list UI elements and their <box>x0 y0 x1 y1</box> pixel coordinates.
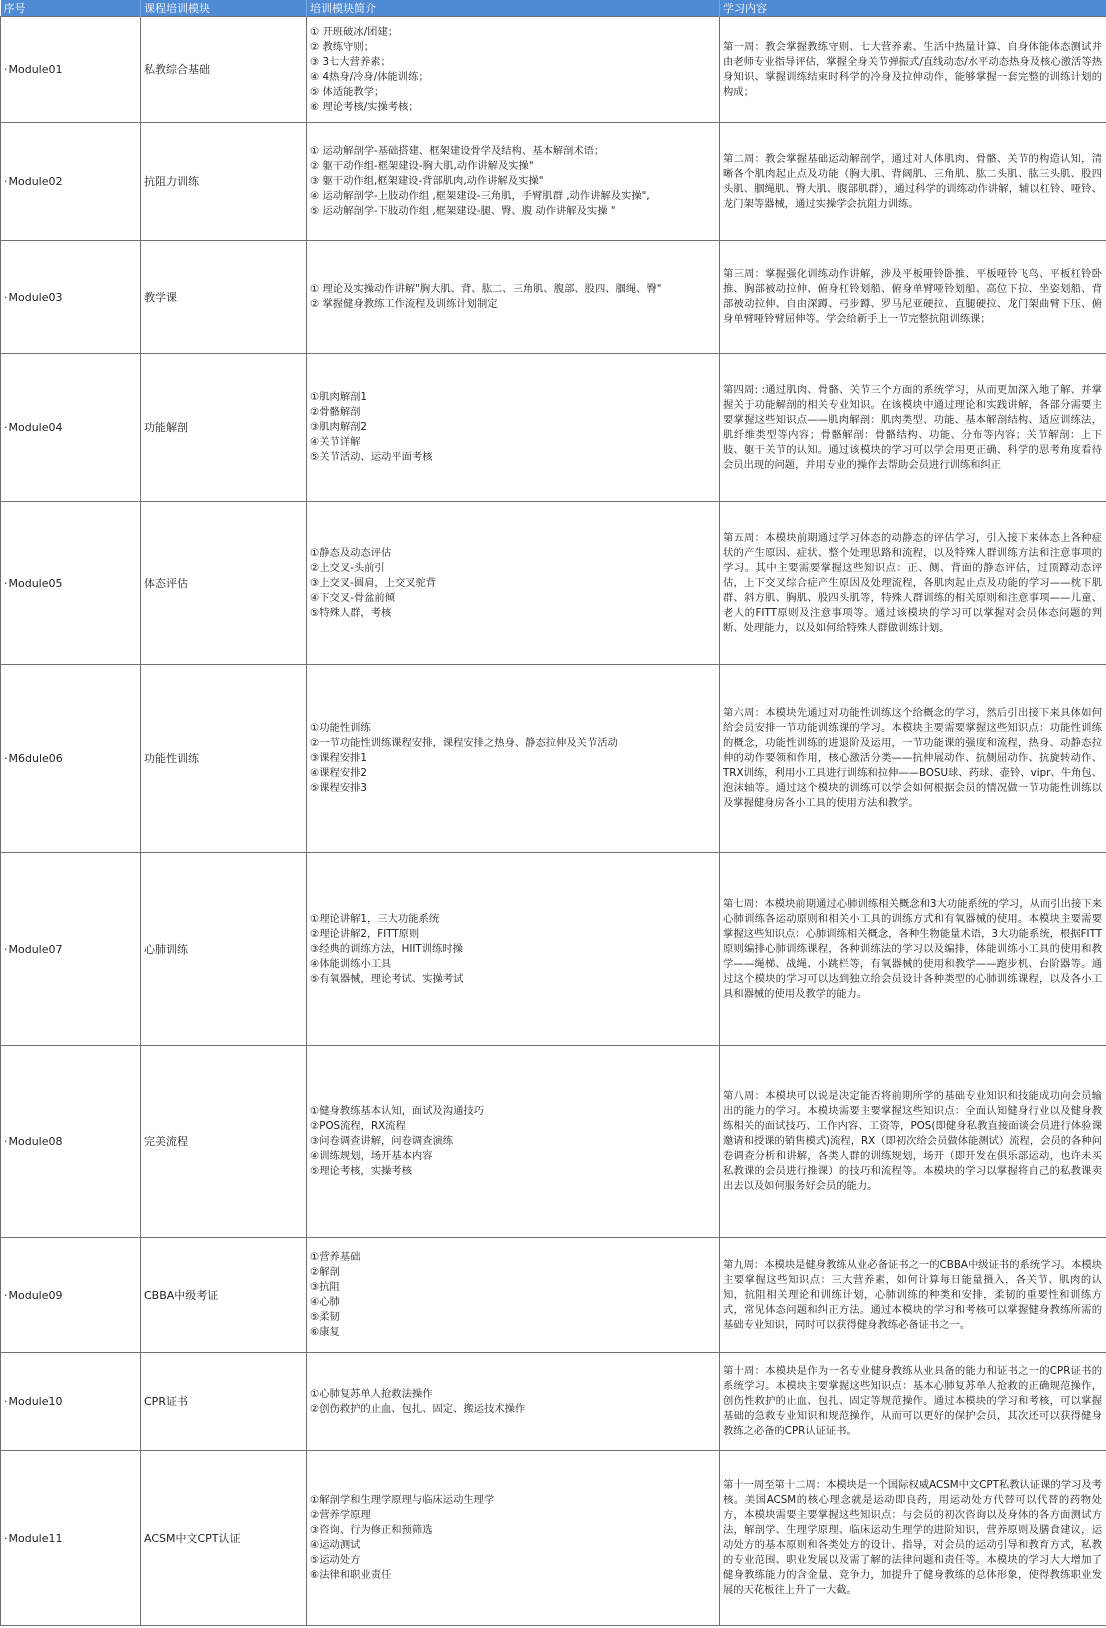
row-content: 第八周：本模块可以说是决定能否将前期所学的基础专业知识和技能成功向会员输出的能力的学习。本模块需要主要掌握这些知识点：全面认知健身行业以及健身教练相关的面试技巧、工作内容、工资等，POS(即健身私教直接面谈会员进行体验课邀请和授课的销售模式)流程，RX（即初次给会员做体能测试）流程，会员的各种问卷调查分析和讲解，各类人群的训练规划，场开（即开发在俱乐部运动，也许未买私教课的会员进行推课）的技巧和流程等。本模块的学习以掌握将自己的私教课卖出去以及如何服务好会员的能力。 <box>720 1046 1106 1238</box>
table-row <box>1 1238 1106 1353</box>
row-intro: ①心肺复苏单人抢救法操作 ②创伤救护的止血、包扎、固定、搬运技术操作 <box>307 1353 720 1451</box>
header-intro: 培训模块简介 <box>307 0 720 17</box>
row-intro: ① 开班破冰/团建； ② 教练守则； ③ 3七大营养素； ④ 4热身/冷身/体能训练； ⑤ 体适能教学； ⑥ 理论考核/实操考核； <box>307 17 720 123</box>
row-content: 第六周：本模块先通过对功能性训练这个给概念的学习，然后引出接下来具体如何给会员安排一节功能训练课的学习。本模块主要需要掌握这些知识点：功能性训练的概念，功能性训练的进退阶及运用，一节功能课的强度和流程，热身、动静态拉伸的动作要领和作用，核心激活分类——抗伸展动作、抗侧屈动作、抗旋转动作、TRX训练，利用小工具进行训练和拉伸——BOSU球、药球、壶铃、vipr、牛角包、泡沫轴等。通过这个模块的训练可以学会如何根据会员的情况做一节功能性训练以及掌握健身房各小工具的使用方法和教学。 <box>720 665 1106 853</box>
row-content: 第一周：教会掌握教练守则、七大营养素、生活中热量计算、自身体能体态测试并由老师专业指导评估，掌握全身关节弹振式/直线动态/水平动态热身及核心激活等热身知识、掌握训练结束时科学的冷身及拉伸动作，能够掌握一套完整的训练计划的构成； <box>720 17 1106 123</box>
row-module: CBBA中级考证 <box>141 1238 307 1353</box>
table-row <box>1 853 1106 1046</box>
row-id: Module05 <box>8 576 63 590</box>
row-id: Module09 <box>8 1288 63 1302</box>
table-row <box>1 1046 1106 1238</box>
table-row <box>1 1451 1106 1626</box>
row-id: Module10 <box>8 1395 63 1408</box>
row-module: ACSM中文CPT认证 <box>141 1451 307 1626</box>
row-id: Module08 <box>8 1135 63 1148</box>
row-intro: ① 理论及实操动作讲解"胸大肌、背、肱二、三角肌、腹部、股四、腘绳、臀" ② 掌握健身教练工作流程及训练计划制定 <box>307 241 720 354</box>
row-module: 完美流程 <box>141 1046 307 1238</box>
row-id-cell: ·Module03 <box>1 241 141 354</box>
row-id: Module01 <box>8 63 63 76</box>
row-module: 功能解剖 <box>141 354 307 502</box>
row-id-cell: ·Module05 <box>1 502 141 665</box>
table-row <box>1 241 1106 354</box>
row-intro: ①健身教练基本认知，面试及沟通技巧 ②POS流程，RX流程 ③问卷调查讲解，问卷调查演练 ④训练规划，场开基本内容 ⑤理论考核，实操考核 <box>307 1046 720 1238</box>
row-id-cell: ·Module08 <box>1 1046 141 1238</box>
table-row <box>1 502 1106 665</box>
row-module: 教学课 <box>141 241 307 354</box>
row-id-cell: ·Module10 <box>1 1353 141 1451</box>
row-content: 第七周：本模块前期通过心肺训练相关概念和3大功能系统的学习，从而引出接下来心肺训练各运动原则和相关小工具的训练方式和有氧器械的使用。本模块主要需要掌握这些知识点：心肺训练相关概念，各种生物能量术语，3大功能系统，根据FITT原则编排心肺训练课程，各种训练法的学习以及编排，体能训练小工具的使用和教学——绳梯、战绳、小跳栏等，有氧器械的使用和教学——跑步机、台阶器等。通过这个模块的学习可以达到独立给会员设计各种类型的心肺训练课程，以及各小工具和器械的使用及教学的能力。 <box>720 853 1106 1046</box>
row-module: 体态评估 <box>141 502 307 665</box>
row-id: Module03 <box>8 290 63 304</box>
row-content: 第五周：本模块前期通过学习体态的动静态的评估学习，引入接下来体态上各种症状的产生原因、症状、整个处理思路和流程，以及特殊人群训练方法和注意事项的学习。其中主要需要掌握这些知识点：正、侧、背面的静态评估，过顶蹲动态评估，上下交叉综合症产生原因及处理流程，各肌肉起止点及功能的学习——枕下肌群、斜方肌、胸肌、股四头肌等，特殊人群训练的相关原则和注意事项——儿童、老人的FITT原则及注意事项等。通过该模块的学习可以掌握对会员体态问题的判断、处理能力，以及如何给特殊人群做训练计划。 <box>720 502 1106 665</box>
row-intro: ①解剖学和生理学原理与临床运动生理学 ②营养学原理 ③咨询、行为修正和预筛选 ④运动测试 ⑤运动处方 ⑥法律和职业责任 <box>307 1451 720 1626</box>
row-id-cell: ·Module04 <box>1 354 141 502</box>
header-content: 学习内容 <box>720 0 1106 17</box>
header-row <box>1 0 1106 17</box>
row-intro: ①静态及动态评估 ②上交叉-头前引 ③上交叉-圆肩，上交叉驼背 ④下交叉-骨盆前倾 ⑤特殊人群，考核 <box>307 502 720 665</box>
row-content: 第九周：本模块是健身教练从业必备证书之一的CBBA中级证书的系统学习。本模块主要掌握这些知识点：三大营养素，如何计算每日能量摄入，各关节、肌肉的认知，抗阻相关理论和训练计划，心肺训练的种类和安排，柔韧的重要性和训练方式，常见体态问题和纠正方法。通过本模块的学习和考核可以掌握健身教练所需的基础专业知识，同时可以获得健身教练必备证书之一。 <box>720 1238 1106 1353</box>
table-row <box>1 17 1106 123</box>
row-intro: ① 运动解剖学-基础搭建、框架建设骨学及结构、基本解剖术语； ② 躯干动作组-框架建设-胸大肌,动作讲解及实操" ③ 躯干动作组,框架建设-背部肌肉,动作讲解及实操" ④ 运动解剖学-上肢动作组 ,框架建设-三角肌，手臂肌群 ,动作讲解及实操", ⑤ 运动解剖学-下肢动作组 ,框架建设-腿、臀、腹 动作讲解及实操 " <box>307 123 720 241</box>
row-module: 抗阻力训练 <box>141 123 307 241</box>
row-content: 第四周: :通过肌肉、骨骼、关节三个方面的系统学习，从而更加深入地了解、并掌握关于功能解剖的相关专业知识。在该模块中通过理论和实践讲解，各部分需要主要掌握这些知识点——肌肉解剖：肌肉类型、功能、基本解剖结构、适应训练法，肌纤维类型等内容；骨骼解剖：骨骼结构、功能、分布等内容；关节解剖：上下肢、躯干关节的认知。通过该模块的学习可以学会用更正确、科学的思考角度看待会员出现的问题，并用专业的操作去帮助会员进行训练和纠正 <box>720 354 1106 502</box>
row-id: Module02 <box>8 175 63 188</box>
row-module: 私教综合基础 <box>141 17 307 123</box>
row-id: M6dule06 <box>8 752 63 765</box>
row-intro: ①营养基础 ②解剖 ③抗阻 ④心肺 ⑤柔韧 ⑥康复 <box>307 1238 720 1353</box>
row-content: 第三周：掌握强化训练动作讲解，涉及平板哑铃卧推、平板哑铃飞鸟、平板杠铃卧推、胸部被动拉伸、俯身杠铃划船、俯身单臂哑铃划船、高位下拉、坐姿划船、背部被动拉伸、自由深蹲、弓步蹲、罗马尼亚硬拉、直腿硬拉、龙门架曲臂下压、俯身单臂哑铃臂屈伸等。学会给新手上一节完整抗阻训练课； <box>720 241 1106 354</box>
table-row <box>1 123 1106 241</box>
row-module: CPR证书 <box>141 1353 307 1451</box>
header-module: 课程培训模块 <box>141 0 307 17</box>
row-id-cell: ·Module11 <box>1 1451 141 1626</box>
row-id-cell: ·Module02 <box>1 123 141 241</box>
row-id-cell: ·Module07 <box>1 853 141 1046</box>
row-id-cell: ·Module09 <box>1 1238 141 1353</box>
row-module: 心肺训练 <box>141 853 307 1046</box>
row-content: 第十一周至第十二周：本模块是一个国际权威ACSM中文CPT私教认证课的学习及考核。美国ACSM的核心理念就是运动即良药，用运动处方代替可以代替的药物处方，本模块需要主要掌握这些知识点：与会员的初次咨询以及身体的各方面测试方法，解剖学、生理学原理、临床运动生理学的进阶知识，营养原则及膳食建议，运动处方的基本原则和各类处方的设计、指导，对会员的运动引导和教育方式，私教的专业范围、职业发展以及需了解的法律问题和责任等。本模块的学习大大增加了健身教练能力的含金量、竞争力，加提升了健身教练的总体形象，使得教练职业发展的天花板往上升了一大截。 <box>720 1451 1106 1626</box>
row-id-cell: ·M6dule06 <box>1 665 141 853</box>
row-intro: ①功能性训练 ②一节功能性训练课程安排，课程安排之热身、静态拉伸及关节活动 ③课程安排1 ④课程安排2 ⑤课程安排3 <box>307 665 720 853</box>
row-content: 第二周：教会掌握基础运动解剖学，通过对人体肌肉、骨骼、关节的构造认知，清晰各个肌肉起止点及功能（胸大肌、背阔肌、三角肌、肱二头肌、肱三头肌、股四头肌、腘绳肌、臀大肌、腹部肌群），通过科学的训练动作讲解，辅以杠铃、哑铃、龙门架等器械，通过实操学会抗阻力训练。 <box>720 123 1106 241</box>
table-row <box>1 354 1106 502</box>
header-id: 序号 <box>1 0 141 17</box>
row-id-cell: ·Module01 <box>1 17 141 123</box>
row-id: Module11 <box>8 1531 63 1545</box>
row-content: 第十周：本模块是作为一名专业健身教练从业具备的能力和证书之一的CPR证书的系统学习。本模块主要掌握这些知识点：基本心肺复苏单人抢救的正确规范操作，创伤性救护的止血、包扎、固定等规范操作。通过本模块的学习和考核，可以掌握基础的急救专业知识和规范操作，从而可以更好的保护会员，其次还可以获得健身教练之必备的CPR认证证书。 <box>720 1353 1106 1451</box>
row-id: Module04 <box>8 421 63 434</box>
row-module: 功能性训练 <box>141 665 307 853</box>
table-row <box>1 1353 1106 1451</box>
table-row <box>1 665 1106 853</box>
row-intro: ①肌肉解剖1 ②骨骼解剖 ③肌肉解剖2 ④关节详解 ⑤关节活动、运动平面考核 <box>307 354 720 502</box>
row-intro: ①理论讲解1，三大功能系统 ②理论讲解2，FITT原则 ③经典的训练方法，HIIT训练时操 ④体能训练小工具 ⑤有氧器械，理论考试、实操考试 <box>307 853 720 1046</box>
row-id: Module07 <box>8 942 63 956</box>
